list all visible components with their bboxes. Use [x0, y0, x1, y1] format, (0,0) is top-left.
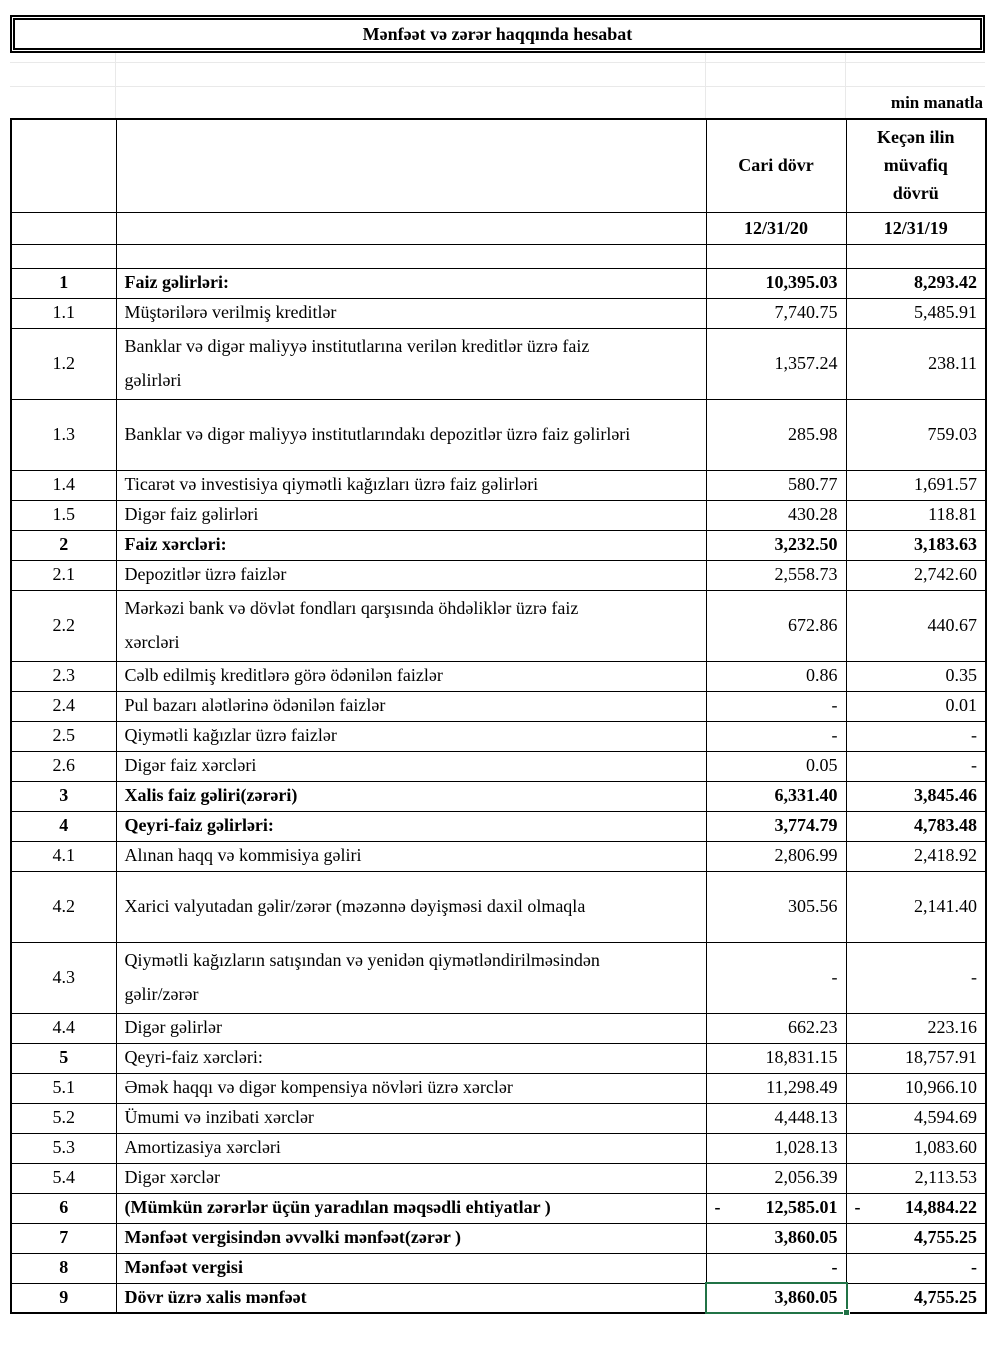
pnl-table-body	[11, 268, 986, 1313]
value-previous-cell[interactable]: 4,755.25	[846, 1223, 986, 1253]
row-number-cell[interactable]: 2.1	[11, 560, 116, 590]
row-label-cell[interactable]	[116, 1163, 706, 1193]
table-row	[11, 1163, 986, 1193]
value-current-cell[interactable]	[706, 1193, 846, 1223]
row-number-cell[interactable]: 2	[11, 530, 116, 560]
spacer-cell[interactable]	[706, 244, 846, 268]
value-current-cell[interactable]: 6,331.40	[706, 781, 846, 811]
row-label: Faiz gəlirləri:	[124, 272, 229, 293]
value-current-cell[interactable]: -	[706, 721, 846, 751]
value-previous-cell[interactable]: 3,845.46	[846, 781, 986, 811]
value-previous-cell[interactable]	[846, 1193, 986, 1223]
header-current-period-label: Cari dövr	[738, 154, 814, 175]
table-row	[11, 268, 986, 298]
row-number-cell[interactable]: 9	[11, 1283, 116, 1313]
cell-value: 12,585.01	[765, 1197, 838, 1218]
row-label-cell[interactable]	[116, 1223, 706, 1253]
table-row	[11, 721, 986, 751]
row-label-cell[interactable]	[116, 781, 706, 811]
header-current-period[interactable]	[706, 119, 846, 212]
table-row	[11, 751, 986, 781]
value-current-cell[interactable]: 0.86	[706, 661, 846, 691]
value-current-cell[interactable]: 285.98	[706, 399, 846, 470]
value-current-cell[interactable]: 2,056.39	[706, 1163, 846, 1193]
header-empty-label-cell[interactable]	[116, 119, 706, 212]
row-label-cell[interactable]	[116, 1253, 706, 1283]
row-label: Faiz xərcləri:	[124, 534, 227, 555]
value-previous-cell[interactable]: 1,691.57	[846, 470, 986, 500]
faint-gridline	[10, 86, 985, 87]
spacer-cell[interactable]	[11, 244, 116, 268]
header-previous-date[interactable]: 12/31/19	[846, 212, 986, 244]
row-label: Qiymətli kağızların satışından və yenidən qiymətləndirilməsindən gəlir/zərər	[124, 950, 600, 1004]
value-current-cell[interactable]: 2,806.99	[706, 841, 846, 871]
value-previous-cell[interactable]: 118.81	[846, 500, 986, 530]
value-current-cell[interactable]: 3,860.05	[706, 1283, 846, 1313]
table-row	[11, 661, 986, 691]
value-previous-cell[interactable]: 4,783.48	[846, 811, 986, 841]
row-label: Qiymətli kağızlar üzrə faizlər	[124, 725, 337, 746]
value-current-cell[interactable]: 662.23	[706, 1013, 846, 1043]
faint-gridline	[10, 62, 985, 63]
unit-note: min manatla	[890, 93, 983, 112]
row-label: Müştərilərə verilmiş kreditlər	[124, 302, 337, 323]
row-label-cell[interactable]	[116, 691, 706, 721]
value-previous-cell[interactable]: 238.11	[846, 328, 986, 399]
value-previous-cell[interactable]: -	[846, 721, 986, 751]
table-row	[11, 781, 986, 811]
row-label: Banklar və digər maliyyə institutlarına verilən kreditlər üzrə faiz gəlirləri	[124, 336, 590, 390]
value-previous-cell[interactable]: 10,966.10	[846, 1073, 986, 1103]
row-label: Xarici valyutadan gəlir/zərər (məzənnə dəyişməsi daxil olmaqla	[124, 895, 586, 916]
header-row	[11, 119, 986, 212]
table-row	[11, 691, 986, 721]
table-row	[11, 1073, 986, 1103]
value-current-cell[interactable]: 1,028.13	[706, 1133, 846, 1163]
value-current-cell[interactable]: 580.77	[706, 470, 846, 500]
row-label: Depozitlər üzrə faizlər	[124, 564, 287, 585]
value-previous-cell[interactable]: 3,183.63	[846, 530, 986, 560]
header-current-date[interactable]: 12/31/20	[706, 212, 846, 244]
row-number-cell[interactable]: 1.4	[11, 470, 116, 500]
row-number-cell[interactable]: 1.2	[11, 328, 116, 399]
row-label: Amortizasiya xərcləri	[124, 1137, 281, 1158]
row-label-cell[interactable]	[116, 1043, 706, 1073]
value-previous-cell[interactable]: 440.67	[846, 590, 986, 661]
value-previous-cell[interactable]: 4,755.25	[846, 1283, 986, 1313]
row-number-cell[interactable]: 2.4	[11, 691, 116, 721]
header-previous-period-label: Keçən ilin müvafiq dövrü	[877, 126, 955, 203]
value-previous-cell[interactable]: 2,141.40	[846, 871, 986, 942]
row-label: Mənfəət vergisi	[124, 1257, 243, 1278]
row-label-cell[interactable]	[116, 328, 706, 399]
value-previous-cell[interactable]: 5,485.91	[846, 298, 986, 328]
value-current-cell[interactable]: 4,448.13	[706, 1103, 846, 1133]
row-label: Digər faiz xərcləri	[124, 755, 257, 776]
row-label: Pul bazarı alətlərinə ödənilən faizlər	[124, 695, 386, 716]
row-label-cell[interactable]	[116, 661, 706, 691]
value-previous-cell[interactable]: 2,113.53	[846, 1163, 986, 1193]
row-label: (Mümkün zərərlər üçün yaradılan məqsədli ehtiyatlar )	[124, 1197, 551, 1218]
row-label: Xalis faiz gəliri(zərəri)	[124, 785, 298, 806]
header-previous-period[interactable]	[846, 119, 986, 212]
row-label-cell[interactable]	[116, 1283, 706, 1313]
faint-gridline	[705, 53, 706, 118]
row-number-cell[interactable]: 5.4	[11, 1163, 116, 1193]
value-current-cell[interactable]: 1,357.24	[706, 328, 846, 399]
table-row	[11, 530, 986, 560]
report-title-cell[interactable]	[10, 15, 985, 53]
row-number-cell[interactable]: 5.2	[11, 1103, 116, 1133]
table-row	[11, 590, 986, 661]
row-label: Mənfəət vergisindən əvvəlki mənfəət(zərər )	[124, 1227, 462, 1248]
faint-gridline	[115, 53, 116, 118]
row-label-cell[interactable]	[116, 500, 706, 530]
table-row	[11, 298, 986, 328]
row-label-cell[interactable]	[116, 298, 706, 328]
row-label: Alınan haqq və kommisiya gəliri	[124, 845, 362, 866]
row-number-cell[interactable]: 4	[11, 811, 116, 841]
row-label-cell[interactable]	[116, 1133, 706, 1163]
row-label-cell[interactable]	[116, 590, 706, 661]
cell-value: 14,884.22	[905, 1197, 977, 1218]
row-label-cell[interactable]	[116, 530, 706, 560]
row-label: Ümumi və inzibati xərclər	[124, 1107, 314, 1128]
row-number-cell[interactable]: 6	[11, 1193, 116, 1223]
row-label: Dövr üzrə xalis mənfəət	[124, 1287, 307, 1308]
row-label-cell[interactable]	[116, 871, 706, 942]
value-previous-cell[interactable]: 759.03	[846, 399, 986, 470]
header-empty-no-cell[interactable]	[11, 119, 116, 212]
row-label: Digər gəlirlər	[124, 1017, 222, 1038]
row-number-cell[interactable]: 8	[11, 1253, 116, 1283]
row-number-cell[interactable]: 4.2	[11, 871, 116, 942]
row-label-cell[interactable]	[116, 268, 706, 298]
row-number-cell[interactable]: 4.4	[11, 1013, 116, 1043]
row-label-cell[interactable]	[116, 1103, 706, 1133]
table-row	[11, 1133, 986, 1163]
row-label-cell[interactable]	[116, 399, 706, 470]
table-row	[11, 560, 986, 590]
table-row	[11, 470, 986, 500]
value-previous-cell[interactable]: -	[846, 751, 986, 781]
row-number-cell[interactable]: 1.1	[11, 298, 116, 328]
table-row	[11, 328, 986, 399]
table-row	[11, 1013, 986, 1043]
value-previous-cell[interactable]: -	[846, 1253, 986, 1283]
table-row	[11, 500, 986, 530]
value-previous-cell[interactable]: 0.35	[846, 661, 986, 691]
date-row	[11, 212, 986, 244]
row-label: Mərkəzi bank və dövlət fondları qarşısında öhdəliklər üzrə faiz xərcləri	[124, 598, 579, 652]
pnl-table	[10, 118, 987, 1314]
row-label: Qeyri-faiz gəlirləri:	[124, 815, 274, 836]
value-current-cell[interactable]: 672.86	[706, 590, 846, 661]
table-row	[11, 1103, 986, 1133]
row-number-cell[interactable]: 1	[11, 268, 116, 298]
value-current-cell[interactable]: 3,860.05	[706, 1223, 846, 1253]
table-row	[11, 399, 986, 470]
spacer-row	[11, 244, 986, 268]
row-label-cell[interactable]	[116, 841, 706, 871]
row-label: Qeyri-faiz xərcləri:	[124, 1047, 263, 1068]
negative-sign: -	[854, 1197, 861, 1218]
row-label-cell[interactable]	[116, 470, 706, 500]
row-label-cell[interactable]	[116, 1073, 706, 1103]
row-number-cell[interactable]: 5.1	[11, 1073, 116, 1103]
row-label-cell[interactable]	[116, 560, 706, 590]
row-label: Əmək haqqı və digər kompensiya növləri üzrə xərclər	[124, 1077, 513, 1098]
value-previous-cell[interactable]: 18,757.91	[846, 1043, 986, 1073]
value-previous-cell[interactable]: 4,594.69	[846, 1103, 986, 1133]
table-row	[11, 811, 986, 841]
value-current-cell[interactable]: -	[706, 691, 846, 721]
table-row	[11, 871, 986, 942]
report-title: Mənfəət və zərər haqqında hesabat	[362, 23, 633, 44]
value-previous-cell[interactable]: -	[846, 942, 986, 1013]
row-label: Cəlb edilmiş kreditlərə görə ödənilən faizlər	[124, 665, 443, 686]
row-number-cell[interactable]: 7	[11, 1223, 116, 1253]
row-label: Digər faiz gəlirləri	[124, 504, 259, 525]
row-number-cell[interactable]: 5.3	[11, 1133, 116, 1163]
value-previous-cell[interactable]: 0.01	[846, 691, 986, 721]
value-previous-cell[interactable]: 8,293.42	[846, 268, 986, 298]
row-label-cell[interactable]	[116, 942, 706, 1013]
value-current-cell[interactable]: 7,740.75	[706, 298, 846, 328]
row-label-cell[interactable]	[116, 1193, 706, 1223]
table-row	[11, 1223, 986, 1253]
value-current-cell[interactable]: 3,774.79	[706, 811, 846, 841]
row-number-cell[interactable]: 2.5	[11, 721, 116, 751]
value-current-cell[interactable]: 2,558.73	[706, 560, 846, 590]
row-number-cell[interactable]: 5	[11, 1043, 116, 1073]
row-number-cell[interactable]: 4.3	[11, 942, 116, 1013]
row-label-cell[interactable]	[116, 1013, 706, 1043]
row-number-cell[interactable]: 3	[11, 781, 116, 811]
grid-gap-area	[10, 53, 985, 118]
value-current-cell[interactable]: 0.05	[706, 751, 846, 781]
value-current-cell[interactable]: 430.28	[706, 500, 846, 530]
value-current-cell[interactable]: 305.56	[706, 871, 846, 942]
value-current-cell[interactable]: 10,395.03	[706, 268, 846, 298]
value-current-cell[interactable]: -	[706, 1253, 846, 1283]
value-current-cell[interactable]: 11,298.49	[706, 1073, 846, 1103]
row-label: Ticarət və investisiya qiymətli kağızları üzrə faiz gəlirləri	[124, 474, 539, 495]
date-empty-label-cell[interactable]	[116, 212, 706, 244]
row-number-cell[interactable]: 4.1	[11, 841, 116, 871]
date-empty-no-cell[interactable]	[11, 212, 116, 244]
table-row	[11, 841, 986, 871]
table-row	[11, 1283, 986, 1313]
table-row	[11, 1193, 986, 1223]
row-number-cell[interactable]: 2.6	[11, 751, 116, 781]
row-label: Banklar və digər maliyyə institutlarındakı depozitlər üzrə faiz gəlirləri	[124, 423, 631, 444]
value-current-cell[interactable]: 18,831.15	[706, 1043, 846, 1073]
row-number-cell[interactable]: 1.5	[11, 500, 116, 530]
negative-sign: -	[714, 1197, 721, 1218]
value-current-cell[interactable]: -	[706, 942, 846, 1013]
value-previous-cell[interactable]: 2,742.60	[846, 560, 986, 590]
spacer-cell[interactable]	[846, 244, 986, 268]
value-previous-cell[interactable]: 1,083.60	[846, 1133, 986, 1163]
value-current-cell[interactable]: 3,232.50	[706, 530, 846, 560]
selection-fill-handle[interactable]	[843, 1309, 850, 1316]
row-label-cell[interactable]	[116, 811, 706, 841]
row-number-cell[interactable]: 2.2	[11, 590, 116, 661]
table-row	[11, 942, 986, 1013]
row-number-cell[interactable]: 1.3	[11, 399, 116, 470]
value-previous-cell[interactable]: 2,418.92	[846, 841, 986, 871]
spacer-cell[interactable]	[116, 244, 706, 268]
row-label-cell[interactable]	[116, 751, 706, 781]
row-label: Digər xərclər	[124, 1167, 220, 1188]
row-number-cell[interactable]: 2.3	[11, 661, 116, 691]
value-previous-cell[interactable]: 223.16	[846, 1013, 986, 1043]
table-row	[11, 1043, 986, 1073]
table-row	[11, 1253, 986, 1283]
row-label-cell[interactable]	[116, 721, 706, 751]
faint-gridline	[845, 53, 846, 118]
